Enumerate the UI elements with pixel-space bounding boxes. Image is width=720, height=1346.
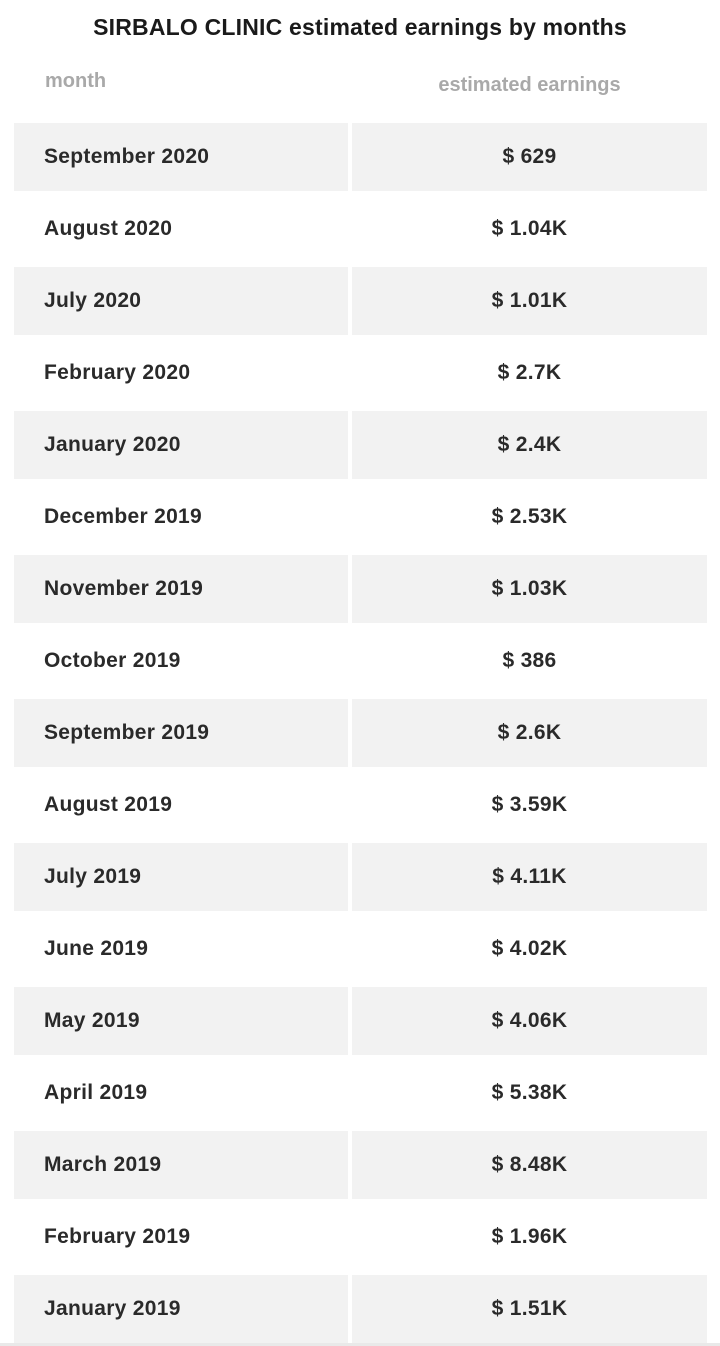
month-cell: August 2020 (44, 217, 173, 240)
month-cell: March 2019 (14, 1131, 348, 1199)
earnings-cell: $ 4.06K (352, 987, 707, 1055)
earnings-table (14, 121, 707, 1345)
month-cell: May 2019 (14, 987, 348, 1055)
earnings-cell: $ 386 (502, 649, 557, 672)
earnings-cell: $ 1.03K (352, 555, 707, 623)
month-cell: August 2019 (44, 793, 173, 816)
table-row (14, 697, 707, 769)
column-header-month: month (45, 70, 107, 92)
table-row (14, 769, 707, 841)
earnings-cell: $ 8.48K (352, 1131, 707, 1199)
table-row (14, 985, 707, 1057)
month-cell: June 2019 (44, 937, 149, 960)
earnings-cell: $ 2.53K (491, 505, 568, 528)
table-row (14, 193, 707, 265)
month-cell: September 2019 (14, 699, 348, 767)
table-row (14, 337, 707, 409)
table-row (14, 913, 707, 985)
month-cell: September 2020 (14, 123, 348, 191)
table-row (14, 265, 707, 337)
earnings-cell: $ 629 (352, 123, 707, 191)
table-row (14, 1129, 707, 1201)
month-cell: November 2019 (14, 555, 348, 623)
column-header-earnings: estimated earnings (438, 74, 621, 96)
table-row (14, 1201, 707, 1273)
page-title: SIRBALO CLINIC estimated earnings by months (93, 14, 627, 40)
month-cell: February 2019 (44, 1225, 191, 1248)
table-row (14, 1273, 707, 1345)
earnings-cell: $ 4.02K (491, 937, 568, 960)
earnings-cell: $ 1.04K (491, 217, 568, 240)
earnings-cell: $ 1.51K (352, 1275, 707, 1343)
month-cell: October 2019 (44, 649, 181, 672)
month-cell: January 2020 (14, 411, 348, 479)
table-row (14, 481, 707, 553)
earnings-cell: $ 4.11K (352, 843, 707, 911)
earnings-cell: $ 1.96K (491, 1225, 568, 1248)
month-cell: July 2019 (14, 843, 348, 911)
table-row (14, 121, 707, 193)
earnings-cell: $ 1.01K (352, 267, 707, 335)
earnings-cell: $ 2.7K (497, 361, 562, 384)
table-row (14, 841, 707, 913)
table-row (14, 553, 707, 625)
month-cell: February 2020 (44, 361, 191, 384)
month-cell: January 2019 (14, 1275, 348, 1343)
earnings-cell: $ 2.6K (352, 699, 707, 767)
table-row (14, 1057, 707, 1129)
table-row (14, 625, 707, 697)
month-cell: December 2019 (44, 505, 203, 528)
month-cell: April 2019 (44, 1081, 148, 1104)
table-row (14, 409, 707, 481)
month-cell: July 2020 (14, 267, 348, 335)
earnings-cell: $ 2.4K (352, 411, 707, 479)
earnings-cell: $ 3.59K (491, 793, 568, 816)
earnings-cell: $ 5.38K (491, 1081, 568, 1104)
